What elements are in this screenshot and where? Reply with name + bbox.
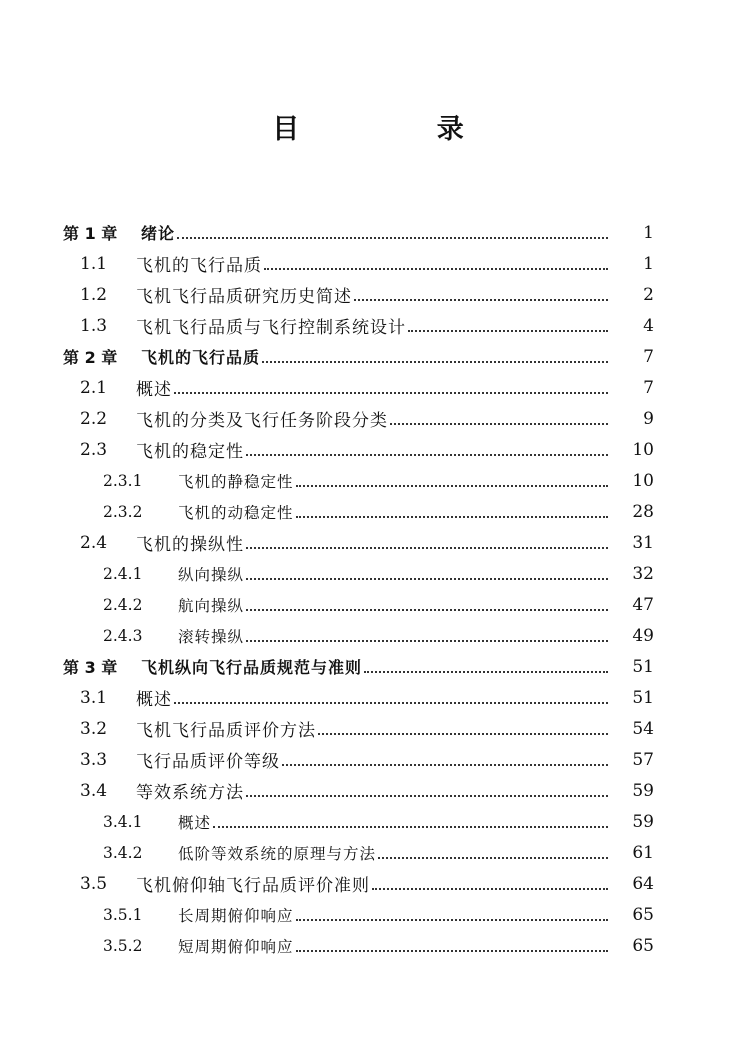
toc-entry-page-number: 10	[632, 439, 654, 460]
toc-subsection-entry	[0, 589, 736, 620]
toc-dot-leader	[408, 316, 608, 332]
toc-entry-title: 等效系统方法	[136, 783, 244, 803]
toc-entry-page-number: 47	[632, 594, 654, 615]
toc-subsection-entry	[0, 837, 736, 868]
toc-entry-number: 第 2 章	[63, 348, 118, 367]
toc-entry-number: 1.3	[80, 315, 108, 336]
toc-entry-page-number: 61	[632, 842, 654, 863]
toc-entry-page-number: 51	[632, 687, 654, 708]
toc-entry-title: 飞机飞行品质研究历史简述	[136, 287, 352, 307]
toc-subsection-entry	[0, 496, 736, 527]
toc-entry-number: 第 3 章	[63, 658, 118, 677]
toc-entry-number: 1.2	[80, 284, 108, 305]
toc-section-entry	[0, 682, 736, 713]
toc-dot-leader	[282, 750, 608, 766]
toc-entry-number: 2.4.3	[103, 626, 143, 645]
toc-dot-leader	[372, 874, 608, 890]
toc-dot-leader	[296, 905, 608, 921]
toc-entry-page-number: 7	[643, 377, 654, 398]
toc-entry-number: 2.4	[80, 532, 108, 553]
toc-dot-leader	[246, 564, 608, 580]
toc-dot-leader	[174, 378, 608, 394]
toc-entry-page-number: 9	[643, 408, 654, 429]
toc-entry-page-number: 64	[632, 873, 654, 894]
toc-entry-title: 飞机飞行品质评价方法	[136, 721, 316, 741]
toc-section-entry	[0, 310, 736, 341]
toc-entry-title: 纵向操纵	[178, 565, 245, 584]
page-title: 目 录	[272, 114, 528, 145]
toc-entry-page-number: 59	[632, 811, 654, 832]
toc-dot-leader	[390, 409, 608, 425]
toc-entry-page-number: 51	[632, 656, 654, 677]
toc-entry-title: 飞机的动稳定性	[178, 503, 294, 522]
toc-entry-title: 低阶等效系统的原理与方法	[178, 844, 377, 863]
toc-entry-page-number: 4	[643, 315, 654, 336]
toc-entry-title: 飞机的静稳定性	[178, 472, 294, 491]
toc-entry-page-number: 31	[632, 532, 654, 553]
toc-entry-page-number: 65	[632, 904, 654, 925]
toc-section-entry	[0, 713, 736, 744]
toc-entry-title: 航向操纵	[178, 596, 245, 615]
toc-section-entry	[0, 279, 736, 310]
toc-subsection-entry	[0, 930, 736, 961]
toc-entry-title: 概述	[136, 690, 172, 710]
toc-entry-number: 2.2	[80, 408, 108, 429]
toc-entry-number: 2.4.1	[103, 564, 143, 583]
toc-dot-leader	[296, 471, 608, 487]
toc-section-entry	[0, 248, 736, 279]
toc-entry-title: 飞机纵向飞行品质规范与准则	[141, 658, 363, 677]
toc-entry-title: 飞机的操纵性	[136, 535, 244, 555]
toc-entry-title: 飞机飞行品质与飞行控制系统设计	[136, 318, 406, 338]
toc-entry-title: 概述	[178, 813, 212, 832]
toc-section-entry	[0, 372, 736, 403]
toc-subsection-entry	[0, 465, 736, 496]
toc-entry-title: 飞机的分类及飞行任务阶段分类	[136, 411, 388, 431]
toc-dot-leader	[364, 657, 608, 673]
toc-section-entry	[0, 403, 736, 434]
toc-section-entry	[0, 434, 736, 465]
toc-entry-page-number: 65	[632, 935, 654, 956]
toc-subsection-entry	[0, 620, 736, 651]
toc-entry-number: 2.3.2	[103, 502, 143, 521]
toc-dot-leader	[296, 502, 608, 518]
toc-entry-number: 1.1	[80, 253, 108, 274]
toc-dot-leader	[177, 223, 608, 239]
toc-dot-leader	[246, 440, 608, 456]
toc-entry-page-number: 1	[643, 253, 654, 274]
toc-entry-page-number: 59	[632, 780, 654, 801]
toc-entry-title: 滚转操纵	[178, 627, 245, 646]
toc-dot-leader	[354, 285, 608, 301]
toc-entry-page-number: 10	[632, 470, 654, 491]
toc-subsection-entry	[0, 899, 736, 930]
toc-dot-leader	[296, 936, 608, 952]
toc-entry-number: 3.4.2	[103, 843, 143, 862]
toc-entry-page-number: 2	[643, 284, 654, 305]
toc-entry-title: 短周期俯仰响应	[178, 937, 294, 956]
toc-entry-number: 3.4.1	[103, 812, 143, 831]
toc-entry-title: 飞行品质评价等级	[136, 752, 280, 772]
toc-subsection-entry	[0, 806, 736, 837]
toc-dot-leader	[246, 595, 608, 611]
toc-entry-title: 飞机的飞行品质	[136, 256, 262, 276]
toc-entry-number: 3.1	[80, 687, 108, 708]
toc-section-entry	[0, 527, 736, 558]
toc-dot-leader	[378, 843, 608, 859]
toc-entry-title: 飞机俯仰轴飞行品质评价准则	[136, 876, 370, 896]
toc-entry-number: 3.5.2	[103, 936, 143, 955]
toc-entry-number: 2.3.1	[103, 471, 143, 490]
table-of-contents	[0, 217, 736, 961]
toc-entry-page-number: 32	[632, 563, 654, 584]
toc-entry-number: 2.3	[80, 439, 108, 460]
toc-entry-number: 2.4.2	[103, 595, 143, 614]
toc-entry-title: 绪论	[141, 224, 176, 243]
toc-dot-leader	[174, 688, 608, 704]
toc-section-entry	[0, 868, 736, 899]
toc-dot-leader	[213, 812, 608, 828]
toc-entry-number: 第 1 章	[63, 224, 118, 243]
toc-entry-page-number: 28	[632, 501, 654, 522]
toc-entry-page-number: 49	[632, 625, 654, 646]
toc-entry-title: 长周期俯仰响应	[178, 906, 294, 925]
toc-entry-title: 飞机的稳定性	[136, 442, 244, 462]
toc-entry-number: 3.4	[80, 780, 108, 801]
toc-dot-leader	[246, 781, 608, 797]
toc-entry-page-number: 7	[643, 346, 654, 367]
toc-entry-title: 概述	[136, 380, 172, 400]
toc-dot-leader	[318, 719, 608, 735]
toc-entry-number: 2.1	[80, 377, 108, 398]
toc-entry-title: 飞机的飞行品质	[141, 348, 261, 367]
toc-chapter-entry	[0, 651, 736, 682]
toc-chapter-entry	[0, 341, 736, 372]
toc-chapter-entry	[0, 217, 736, 248]
toc-dot-leader	[264, 254, 608, 270]
toc-subsection-entry	[0, 558, 736, 589]
toc-entry-number: 3.5.1	[103, 905, 143, 924]
toc-entry-page-number: 1	[643, 222, 654, 243]
toc-dot-leader	[262, 347, 608, 363]
toc-entry-number: 3.2	[80, 718, 108, 739]
toc-entry-number: 3.3	[80, 749, 108, 770]
toc-section-entry	[0, 775, 736, 806]
toc-dot-leader	[246, 533, 608, 549]
toc-entry-page-number: 57	[632, 749, 654, 770]
toc-entry-page-number: 54	[632, 718, 654, 739]
toc-section-entry	[0, 744, 736, 775]
toc-dot-leader	[246, 626, 608, 642]
toc-entry-number: 3.5	[80, 873, 108, 894]
